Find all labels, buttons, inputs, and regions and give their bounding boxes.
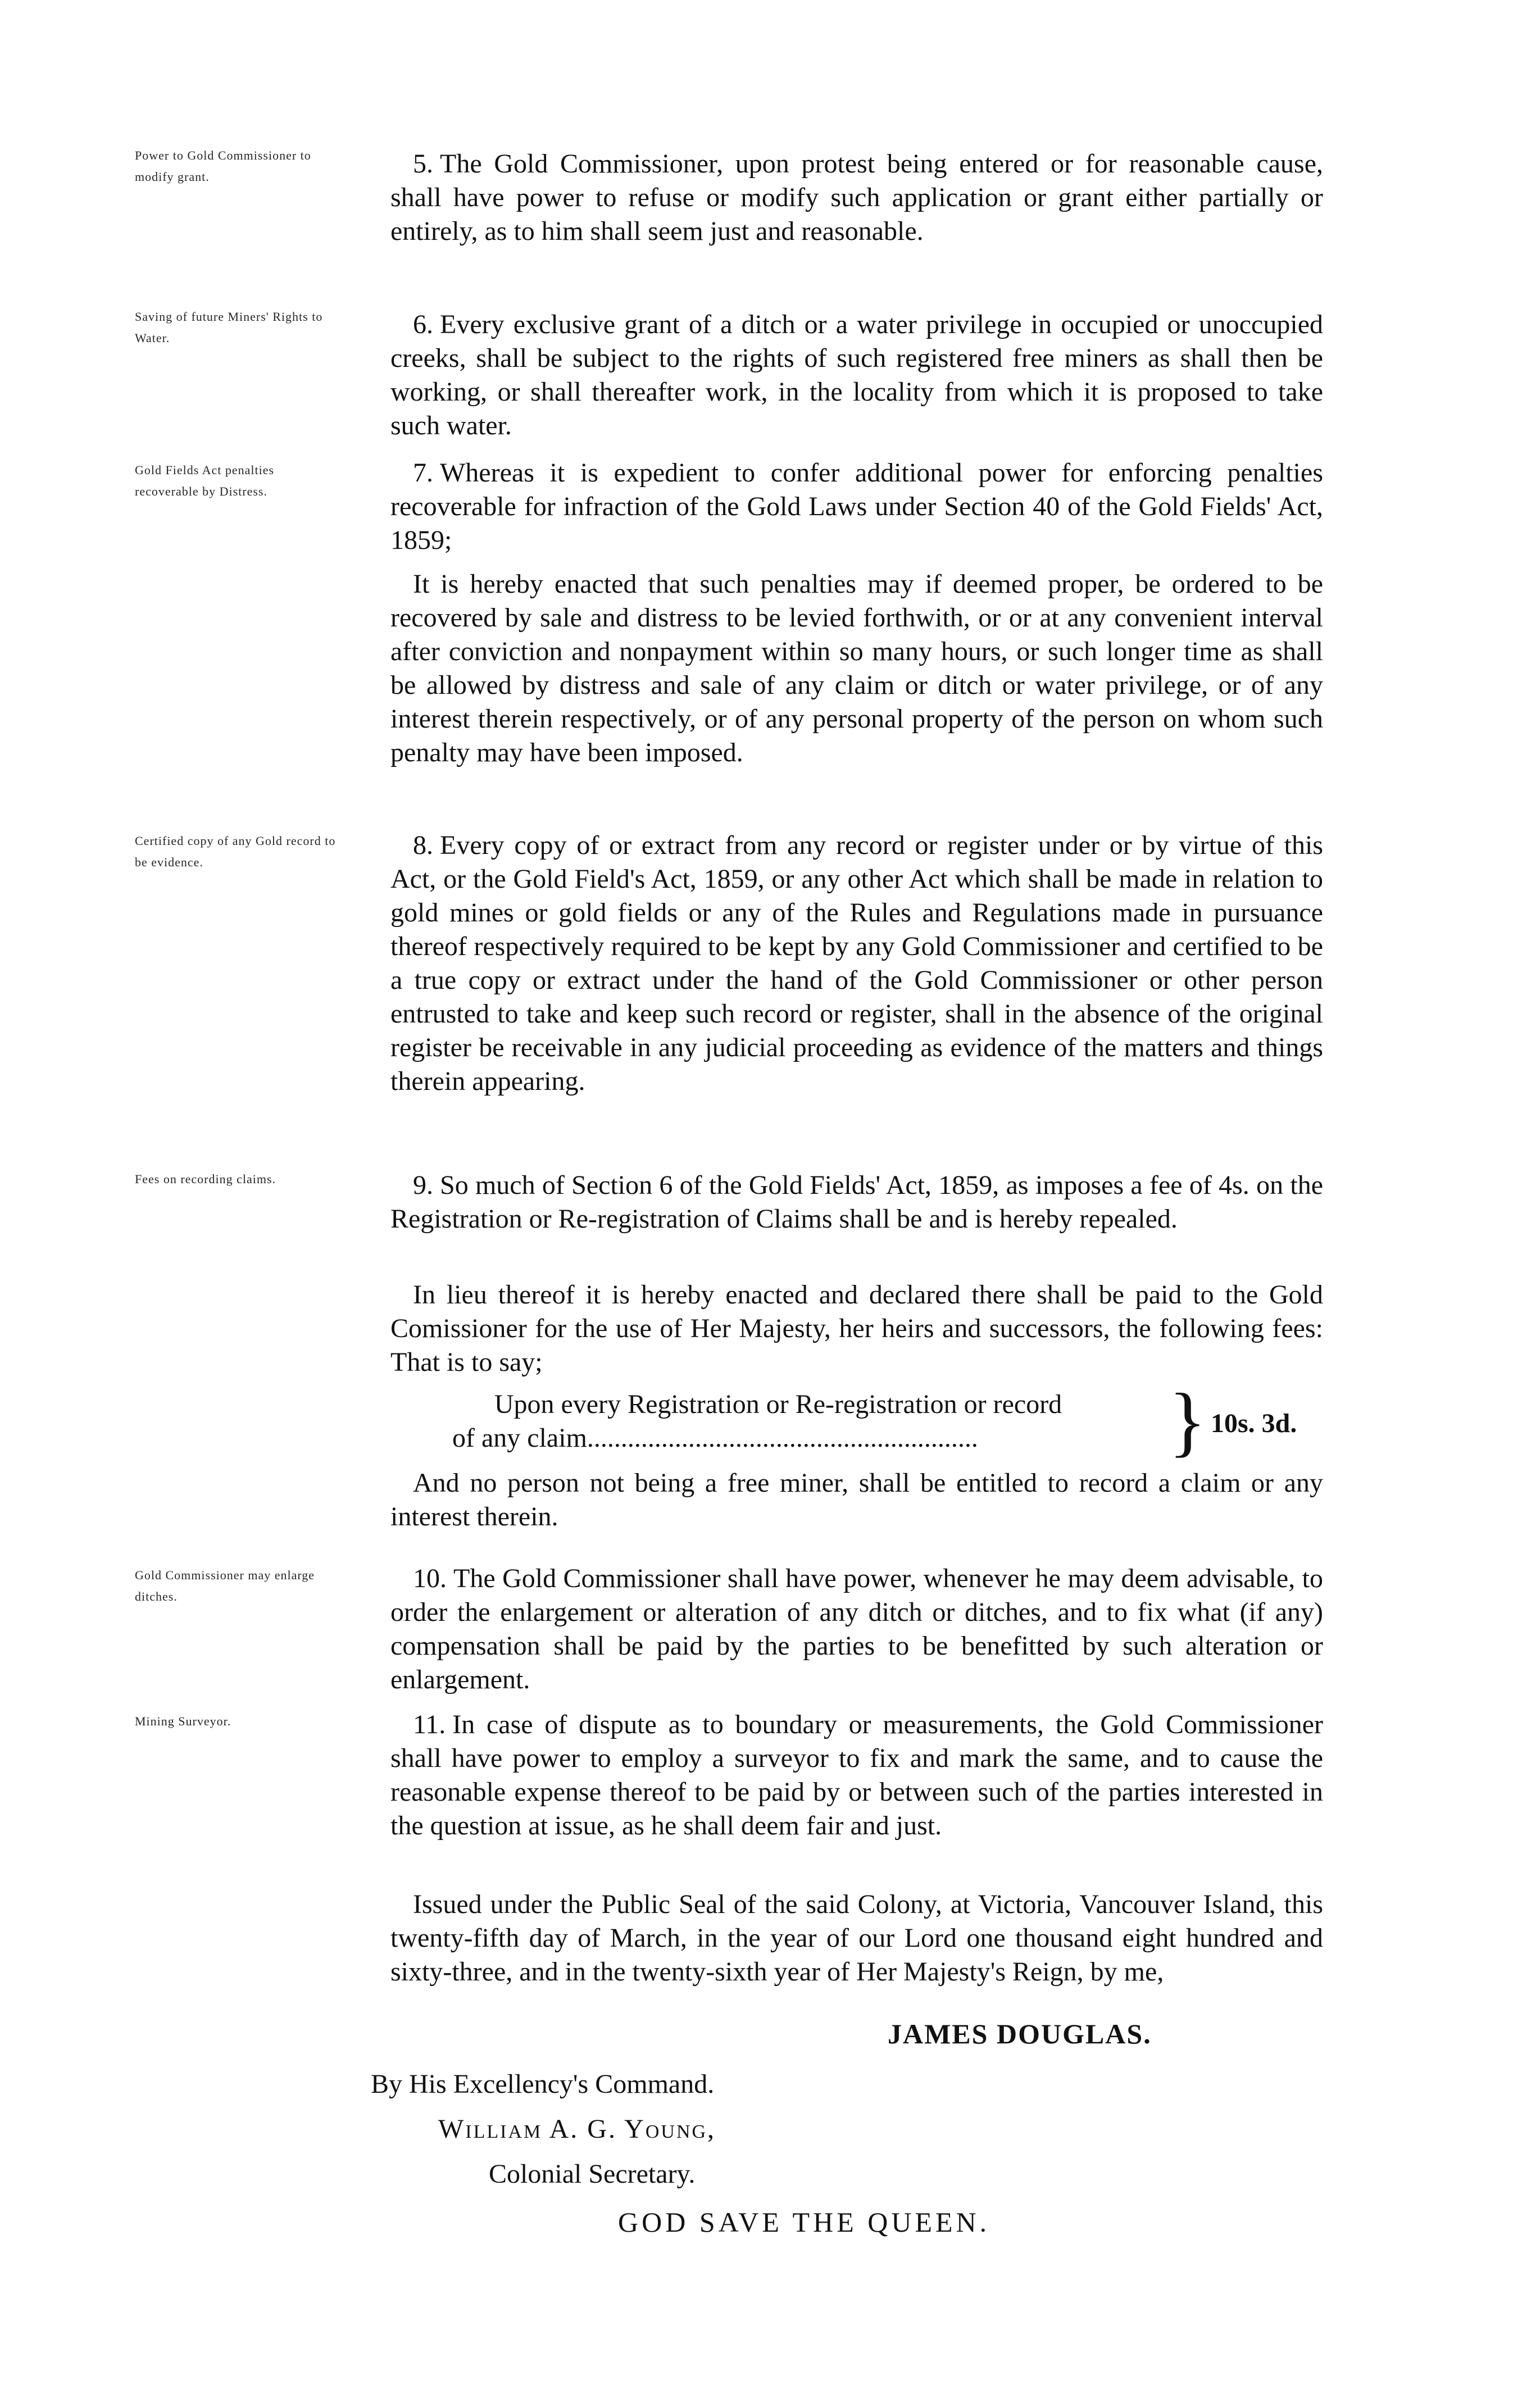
section-5 <box>390 147 1323 248</box>
section-number: 6. <box>413 310 433 339</box>
section-10 <box>390 1562 1323 1697</box>
section-text: The Gold Commissioner shall have power, whenever he may deem advisable, to order the enlargement or alteration of any ditch or ditches, and to fix what (if any) compensation shall be paid by the parties to be benefitted by such alteration or enlargement. <box>390 1564 1323 1694</box>
section-text: Every copy of or extract from any record or register under or by virtue of this Act, or the Gold Field's Act, 1859, or any other Act which shall be made in relation to gold mines or gold fields or any of the Rules and Regulations made in pursuance thereof respectively required to be kept by any Gold Commissioner and certified to be a true copy or extract under the hand of the Gold Commissioner or other person entrusted to take and keep such record or register, shall in the absence of the original register be receivable in any judicial proceeding as evidence of the matters and things therein appearing. <box>390 830 1323 1096</box>
section-6 <box>390 308 1323 443</box>
section-text: Every exclusive grant of a ditch or a water privilege in occupied or unoccupied creeks, shall be subject to the rights of such registered free miners as shall then be working, or shall thereafter work, in the locality from which it is proposed to take such water. <box>390 310 1323 440</box>
brace-icon: } <box>1169 1378 1207 1465</box>
margin-note-water-rights: Saving of future Miners' Rights to Water. <box>135 310 323 345</box>
section-number: 10. <box>413 1564 447 1593</box>
section-text: And no person not being a free miner, shall be entitled to record a claim or any interest therein. <box>390 1468 1323 1532</box>
fee-amount: 10s. 3d. <box>1211 1409 1297 1438</box>
section-number: 9. <box>413 1170 433 1200</box>
margin-note-modify-grant: Power to Gold Commissioner to modify grant. <box>135 148 311 184</box>
section-number: 8. <box>413 830 433 860</box>
fee-schedule <box>390 1378 1323 1465</box>
margin-note-distress: Gold Fields Act penalties recoverable by Distress. <box>135 463 275 498</box>
command-line: By His Excellency's Command. <box>371 2069 715 2099</box>
section-number: 5. <box>413 149 433 179</box>
secretary-name: William A. G. Young, <box>438 2114 716 2144</box>
section-text: The Gold Commissioner, upon protest being entered or for reasonable cause, shall have power to refuse or modify such application or grant either partially or entirely, as to him shall seem just and reasonable. <box>390 149 1323 246</box>
margin-note-surveyor: Mining Surveyor. <box>135 1714 231 1728</box>
section-7-enactment <box>390 567 1323 770</box>
fee-line-1: Upon every Registration or Re-registration or record <box>494 1389 1062 1419</box>
section-text: Issued under the Public Seal of the said Colony, at Victoria, Vancouver Island, this twenty-fifth day of March, in the year of our Lord one thousand eight hundred and sixty-three, and in the twenty-sixth year of Her Majesty's Reign, by me, <box>390 1889 1323 1987</box>
seal-statement <box>390 1888 1323 1989</box>
section-9-fees-intro <box>390 1278 1323 1379</box>
closing-line: GOD SAVE THE QUEEN. <box>618 2206 990 2238</box>
signer-name: JAMES DOUGLAS. <box>888 2018 1152 2050</box>
section-text: In lieu thereof it is hereby enacted and declared there shall be paid to the Gold Comissioner for the use of Her Majesty, her heirs and successors, the following fees: That is to say; <box>390 1280 1323 1377</box>
section-number: 11. <box>413 1710 446 1739</box>
margin-note-certified-copy: Certified copy of any Gold record to be evidence. <box>135 834 336 869</box>
section-text: In case of dispute as to boundary or measurements, the Gold Commissioner shall have power to employ a surveyor to fix and mark the same, and to cause the reasonable expense thereof to be paid by or between such of the parties interested in the question at issue, as he shall deem fair and just. <box>390 1710 1323 1841</box>
margin-note-fees: Fees on recording claims. <box>135 1172 276 1186</box>
section-8 <box>390 829 1323 1098</box>
section-text: It is hereby enacted that such penalties may if deemed proper, be ordered to be recovered by sale and distress to be levied forthwith, or or at any convenient interval after conviction and nonpayment within so many hours, or such longer time as shall be allowed by distress and sale of any claim or ditch or water privilege, or of any interest therein respectively, or of any personal property of the person on whom such penalty may have been imposed. <box>390 569 1323 767</box>
fee-line-2: of any claim.......................................................... <box>452 1423 978 1453</box>
secretary-title: Colonial Secretary. <box>489 2159 696 2189</box>
section-11 <box>390 1708 1323 1843</box>
section-7 <box>390 456 1323 557</box>
section-9 <box>390 1169 1323 1236</box>
fee-description <box>390 1388 1166 1455</box>
section-text: So much of Section 6 of the Gold Fields' Act, 1859, as imposes a fee of 4s. on the Registration or Re-registration of Claims shall be and is hereby repealed. <box>390 1170 1323 1234</box>
section-text: Whereas it is expedient to confer additional power for enforcing penalties recoverable for infraction of the Gold Laws under Section 40 of the Gold Fields' Act, 1859; <box>390 458 1323 555</box>
margin-note-ditches: Gold Commissioner may enlarge ditches. <box>135 1568 315 1603</box>
section-9-free-miner <box>390 1466 1323 1534</box>
section-number: 7. <box>413 458 433 488</box>
